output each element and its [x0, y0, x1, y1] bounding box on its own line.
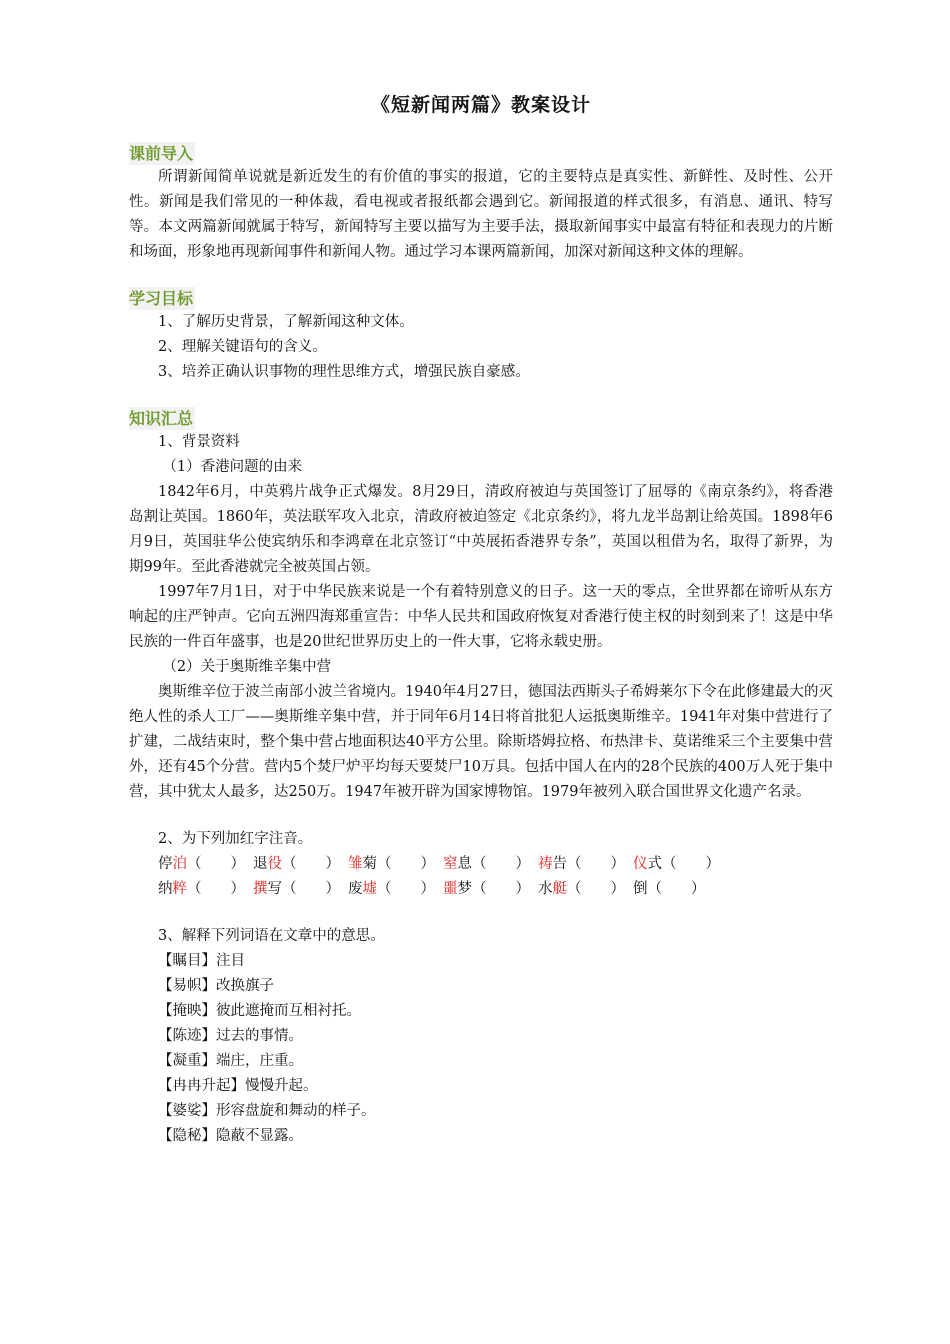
pinyin-exercise-title: 2、为下列加红字注音。: [158, 831, 313, 847]
pinyin-target-char: 雏: [348, 856, 363, 872]
vocab-item: 【易帜】改换旗子: [158, 978, 274, 994]
pinyin-item: [348, 877, 435, 902]
vocab-item: 【掩映】彼此遮掩而互相衬托。: [158, 1003, 361, 1019]
pinyin-item: [538, 852, 625, 877]
pinyin-item-text: 告（ ）: [552, 856, 625, 872]
pinyin-item-text: 息（ ）: [457, 856, 530, 872]
intro-paragraph: 所谓新闻简单说就是新近发生的有价值的事实的报道，它的主要特点是真实性、新鲜性、及时性、公开性。新闻是我们常见的一种体裁，看电视或者报纸都会遇到它。新闻报道的样式很多，有消息、通讯、特写等。本文两篇新闻就属于特写，新闻特写主要以描写为主要手法，摄取新闻事实中最富有特征和表现力的片断和场面，形象地再现新闻事件和新闻人物。通过学习本课两篇新闻，加深对新闻这种文体的理解。: [129, 169, 833, 260]
pinyin-item-text: （ ）: [187, 881, 245, 897]
goal-item: 1、了解历史背景，了解新闻这种文体。: [158, 314, 414, 330]
pinyin-item-text: 菊（ ）: [362, 856, 435, 872]
auschwitz-paragraph: 奥斯维辛位于波兰南部小波兰省境内。1940年4月27日，德国法西斯头子希姆莱尔下令在此修建最大的灭绝人性的杀人工厂——奥斯维辛集中营，并于同年6月14日将首批犯人运抵奥斯维辛。1941年对集中营进行了扩建，二战结束时，整个集中营占地面积达40平方公里。除斯塔姆拉格、布热津卡、莫诺维采三个主要集中营外，还有45个分营。营内5个焚尸炉平均每天要焚尸10万具。包括中国人在内的28个民族的400万人死于集中营，其中犹太人最多，达250万。1947年被开辟为国家博物馆。1979年被列入联合国世界文化遗产名录。: [129, 684, 833, 800]
pinyin-item-text: 写（ ）: [267, 881, 340, 897]
auschwitz-subtitle: （2）关于奥斯维辛集中营: [162, 659, 332, 675]
document-title: 《短新闻两篇》教案设计: [370, 94, 591, 116]
section-goals: [129, 287, 833, 385]
vocab-item: 【婆娑】形容盘旋和舞动的样子。: [158, 1103, 376, 1119]
section-heading-knowledge: 知识汇总: [129, 409, 194, 428]
goal-item: 3、培养正确认识事物的理性思维方式，增强民族自豪感。: [158, 364, 530, 380]
pinyin-item: [253, 877, 340, 902]
hk-paragraph-2: 1997年7月1日，对于中华民族来说是一个有着特别意义的日子。这一天的零点，全世界都在谛听从东方响起的庄严钟声。它向五洲四海郑重宣告：中华人民共和国政府恢复对香港行使主权的时刻到来了！这是中华民族的一件百年盛事，也是20世纪世界历史上的一件大事，它将永载史册。: [129, 584, 833, 650]
pinyin-target-char: 泊: [172, 856, 187, 872]
pinyin-row: [129, 877, 833, 902]
pinyin-target-char: 噩: [443, 881, 458, 897]
vocab-item: 【陈迹】过去的事情。: [158, 1028, 303, 1044]
pinyin-item-text: （ ）: [377, 881, 435, 897]
pinyin-target-char: 粹: [172, 881, 187, 897]
pinyin-item-text: （ ）: [282, 856, 340, 872]
pinyin-target-char: 撰: [253, 881, 268, 897]
document-page: [129, 90, 833, 1149]
section-knowledge: [129, 407, 833, 1149]
vocab-exercise-title: 3、解释下列词语在文章中的意思。: [158, 928, 385, 944]
hk-paragraph-1: 1842年6月，中英鸦片战争正式爆发。8月29日，清政府被迫与英国签订了屈辱的《南京条约》，将香港岛割让英国。1860年，英法联军攻入北京，清政府被迫签定《北京条约》，将九龙半岛割让给英国。1898年6月9日，英国驻华公使宾纳乐和李鸿章在北京签订“中英展拓香港界专条”，英国以租借为名，取得了新界，为期99年。至此香港就完全被英国占领。: [129, 484, 833, 575]
vocab-item: 【瞩目】注目: [158, 953, 245, 969]
pinyin-item-text: （ ）: [187, 856, 245, 872]
pinyin-item-text: 梦（ ）: [457, 881, 530, 897]
pinyin-item: [443, 852, 530, 877]
hk-subtitle: （1）香港问题的由来: [162, 459, 303, 475]
pinyin-item-text: 倒（ ）: [633, 881, 706, 897]
pinyin-target-char: 役: [267, 856, 282, 872]
vocab-item: 【冉冉升起】慢慢升起。: [158, 1078, 318, 1094]
goal-item: 2、理解关键语句的含义。: [158, 339, 327, 355]
pinyin-item: [633, 877, 706, 902]
pinyin-item-text: 式（ ）: [647, 856, 720, 872]
pinyin-item: [158, 852, 245, 877]
pinyin-target-char: 艇: [552, 881, 567, 897]
vocab-item: 【凝重】端庄，庄重。: [158, 1053, 303, 1069]
section-heading-intro: 课前导入: [129, 144, 194, 163]
pinyin-item-text: 退: [253, 856, 268, 872]
pinyin-item-text: 废: [348, 881, 363, 897]
pinyin-row: [129, 852, 833, 877]
pinyin-item: [253, 852, 340, 877]
pinyin-item: [158, 877, 245, 902]
pinyin-exercise: [129, 852, 833, 902]
section-intro: [129, 142, 833, 265]
pinyin-item: [633, 852, 720, 877]
section-heading-goals: 学习目标: [129, 289, 194, 308]
pinyin-item-text: （ ）: [567, 881, 625, 897]
pinyin-item: [348, 852, 435, 877]
pinyin-item-text: 停: [158, 856, 173, 872]
vocab-item: 【隐秘】隐蔽不显露。: [158, 1128, 303, 1144]
pinyin-item-text: 水: [538, 881, 553, 897]
pinyin-target-char: 窒: [443, 856, 458, 872]
pinyin-item-text: 纳: [158, 881, 173, 897]
background-title: 1、背景资料: [158, 434, 240, 450]
pinyin-item: [443, 877, 530, 902]
pinyin-target-char: 仪: [633, 856, 648, 872]
pinyin-target-char: 墟: [362, 881, 377, 897]
pinyin-item: [538, 877, 625, 902]
pinyin-target-char: 祷: [538, 856, 553, 872]
